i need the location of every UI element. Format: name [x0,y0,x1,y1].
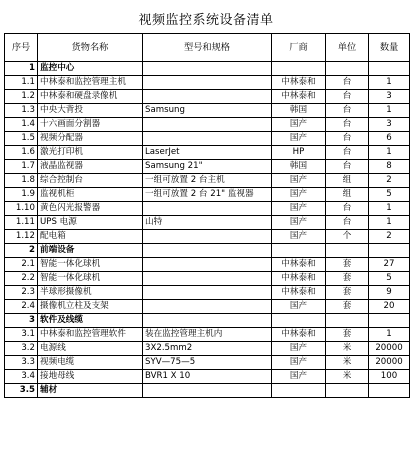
row-model: LaserJet [143,146,272,160]
equipment-table [4,33,410,398]
row-maker: 中林泰和 [272,272,326,286]
row-seq: 3.5 [5,384,38,398]
row-model: Samsung [143,104,272,118]
row-seq: 1.10 [5,202,38,216]
table-row [5,146,410,160]
row-maker: 国产 [272,118,326,132]
row-qty [369,384,410,398]
row-maker: 中林泰和 [272,286,326,300]
table-row [5,258,410,272]
row-unit: 台 [326,132,369,146]
row-unit [326,314,369,328]
section-row [5,314,410,328]
row-model: 一组可放置 2 台主机 [143,174,272,188]
row-maker: 国产 [272,174,326,188]
table-row [5,202,410,216]
row-name: 中林泰和硬盘录像机 [38,90,143,104]
row-maker: 中林泰和 [272,90,326,104]
row-qty: 27 [369,258,410,272]
row-maker: 国产 [272,230,326,244]
row-maker [272,314,326,328]
row-name: 中央大背投 [38,104,143,118]
row-name: 综合控制台 [38,174,143,188]
row-model: 山特 [143,216,272,230]
row-qty: 20000 [369,356,410,370]
row-model [143,286,272,300]
row-seq: 2.2 [5,272,38,286]
row-name: UPS 电源 [38,216,143,230]
row-qty: 6 [369,132,410,146]
row-name: 中林泰和监控管理主机 [38,76,143,90]
row-model: SYV—75—5 [143,356,272,370]
row-name: 摄像机立柱及支架 [38,300,143,314]
row-unit: 米 [326,356,369,370]
row-qty: 3 [369,90,410,104]
row-unit [326,384,369,398]
row-name: 中林泰和监控管理软件 [38,328,143,342]
row-unit: 台 [326,146,369,160]
row-qty: 1 [369,76,410,90]
row-maker [272,384,326,398]
table-row [5,188,410,202]
row-model [143,272,272,286]
row-model: BVR1 X 10 [143,370,272,384]
table-row [5,160,410,174]
row-unit: 组 [326,188,369,202]
row-qty: 9 [369,286,410,300]
row-seq: 1.5 [5,132,38,146]
row-model [143,132,272,146]
table-row [5,90,410,104]
table-row [5,356,410,370]
row-seq: 1.4 [5,118,38,132]
row-name: 激光打印机 [38,146,143,160]
row-unit [326,244,369,258]
table-row [5,272,410,286]
row-name: 智能一体化球机 [38,272,143,286]
row-unit: 台 [326,160,369,174]
row-qty: 3 [369,118,410,132]
row-name: 辅材 [38,384,143,398]
row-seq: 1.2 [5,90,38,104]
row-maker: 国产 [272,370,326,384]
row-model: 3X2.5mm2 [143,342,272,356]
header-unit: 单位 [326,34,369,62]
row-model [143,118,272,132]
row-qty [369,62,410,76]
row-maker: 国产 [272,216,326,230]
table-row [5,342,410,356]
row-qty: 2 [369,230,410,244]
row-maker: 国产 [272,132,326,146]
row-unit: 套 [326,272,369,286]
row-maker: HP [272,146,326,160]
header-qty: 数量 [369,34,410,62]
row-model: 一组可放置 2 台 21" 监视器 [143,188,272,202]
table-row [5,216,410,230]
row-unit: 台 [326,104,369,118]
row-unit: 台 [326,202,369,216]
row-unit: 套 [326,286,369,300]
table-row [5,132,410,146]
row-model [143,76,272,90]
section-row [5,62,410,76]
table-row [5,230,410,244]
row-seq: 1.12 [5,230,38,244]
row-seq: 3.3 [5,356,38,370]
row-seq: 1.3 [5,104,38,118]
table-row [5,174,410,188]
row-unit: 台 [326,76,369,90]
row-maker: 国产 [272,342,326,356]
document-title: 视频监控系统设备清单 [138,13,274,28]
section-row [5,244,410,258]
table-row [5,76,410,90]
row-unit: 米 [326,342,369,356]
row-model [143,244,272,258]
row-name: 配电箱 [38,230,143,244]
row-maker: 国产 [272,202,326,216]
table-row [5,370,410,384]
row-name: 智能一体化球机 [38,258,143,272]
row-name: 视频分配器 [38,132,143,146]
row-unit: 台 [326,216,369,230]
row-qty: 1 [369,202,410,216]
row-name: 前端设备 [38,244,143,258]
row-qty: 1 [369,146,410,160]
row-qty [369,314,410,328]
row-seq: 1.11 [5,216,38,230]
row-seq: 3.4 [5,370,38,384]
header-maker: 厂商 [272,34,326,62]
row-unit: 组 [326,174,369,188]
header-seq: 序号 [5,34,38,62]
row-seq: 1.8 [5,174,38,188]
row-model [143,90,272,104]
row-model [143,300,272,314]
row-unit: 台 [326,90,369,104]
row-seq: 2.4 [5,300,38,314]
row-unit: 套 [326,328,369,342]
row-qty: 1 [369,216,410,230]
row-unit: 米 [326,370,369,384]
row-qty: 1 [369,104,410,118]
row-model [143,202,272,216]
row-maker [272,244,326,258]
row-maker [272,62,326,76]
row-maker: 韩国 [272,104,326,118]
row-maker: 国产 [272,188,326,202]
row-model [143,62,272,76]
row-maker: 国产 [272,356,326,370]
row-unit [326,62,369,76]
row-model [143,314,272,328]
row-qty: 5 [369,272,410,286]
row-seq: 2.3 [5,286,38,300]
row-seq: 1 [5,62,38,76]
row-qty: 5 [369,188,410,202]
row-model [143,230,272,244]
table-row [5,300,410,314]
row-seq: 3 [5,314,38,328]
header-name: 货物名称 [38,34,143,62]
row-unit: 个 [326,230,369,244]
row-model [143,384,272,398]
row-name: 半球形摄像机 [38,286,143,300]
row-name: 接地母线 [38,370,143,384]
row-qty: 2 [369,174,410,188]
row-qty: 100 [369,370,410,384]
row-qty [369,244,410,258]
row-maker: 韩国 [272,160,326,174]
section-row [5,384,410,398]
header-model: 型号和规格 [143,34,272,62]
row-maker: 国产 [272,300,326,314]
row-maker: 中林泰和 [272,76,326,90]
table-row [5,104,410,118]
row-name: 黄色闪光报警器 [38,202,143,216]
row-name: 十六画面分割器 [38,118,143,132]
row-name: 软件及线缆 [38,314,143,328]
table-row [5,118,410,132]
row-seq: 1.6 [5,146,38,160]
row-seq: 1.7 [5,160,38,174]
row-qty: 20000 [369,342,410,356]
row-seq: 1.1 [5,76,38,90]
table-header-row [5,34,410,62]
row-name: 液晶监视器 [38,160,143,174]
row-name: 视频电缆 [38,356,143,370]
row-seq: 3.2 [5,342,38,356]
row-model: Samsung 21" [143,160,272,174]
row-seq: 2 [5,244,38,258]
row-model: 装在监控管理主机内 [143,328,272,342]
row-seq: 3.1 [5,328,38,342]
row-unit: 台 [326,118,369,132]
table-row [5,286,410,300]
row-seq: 2.1 [5,258,38,272]
row-maker: 中林泰和 [272,328,326,342]
table-row [5,328,410,342]
row-qty: 1 [369,328,410,342]
row-unit: 套 [326,300,369,314]
row-qty: 8 [369,160,410,174]
row-name: 电源线 [38,342,143,356]
row-name: 监视机柜 [38,188,143,202]
row-name: 监控中心 [38,62,143,76]
row-maker: 中林泰和 [272,258,326,272]
row-model [143,258,272,272]
row-qty: 20 [369,300,410,314]
row-seq: 1.9 [5,188,38,202]
row-unit: 套 [326,258,369,272]
